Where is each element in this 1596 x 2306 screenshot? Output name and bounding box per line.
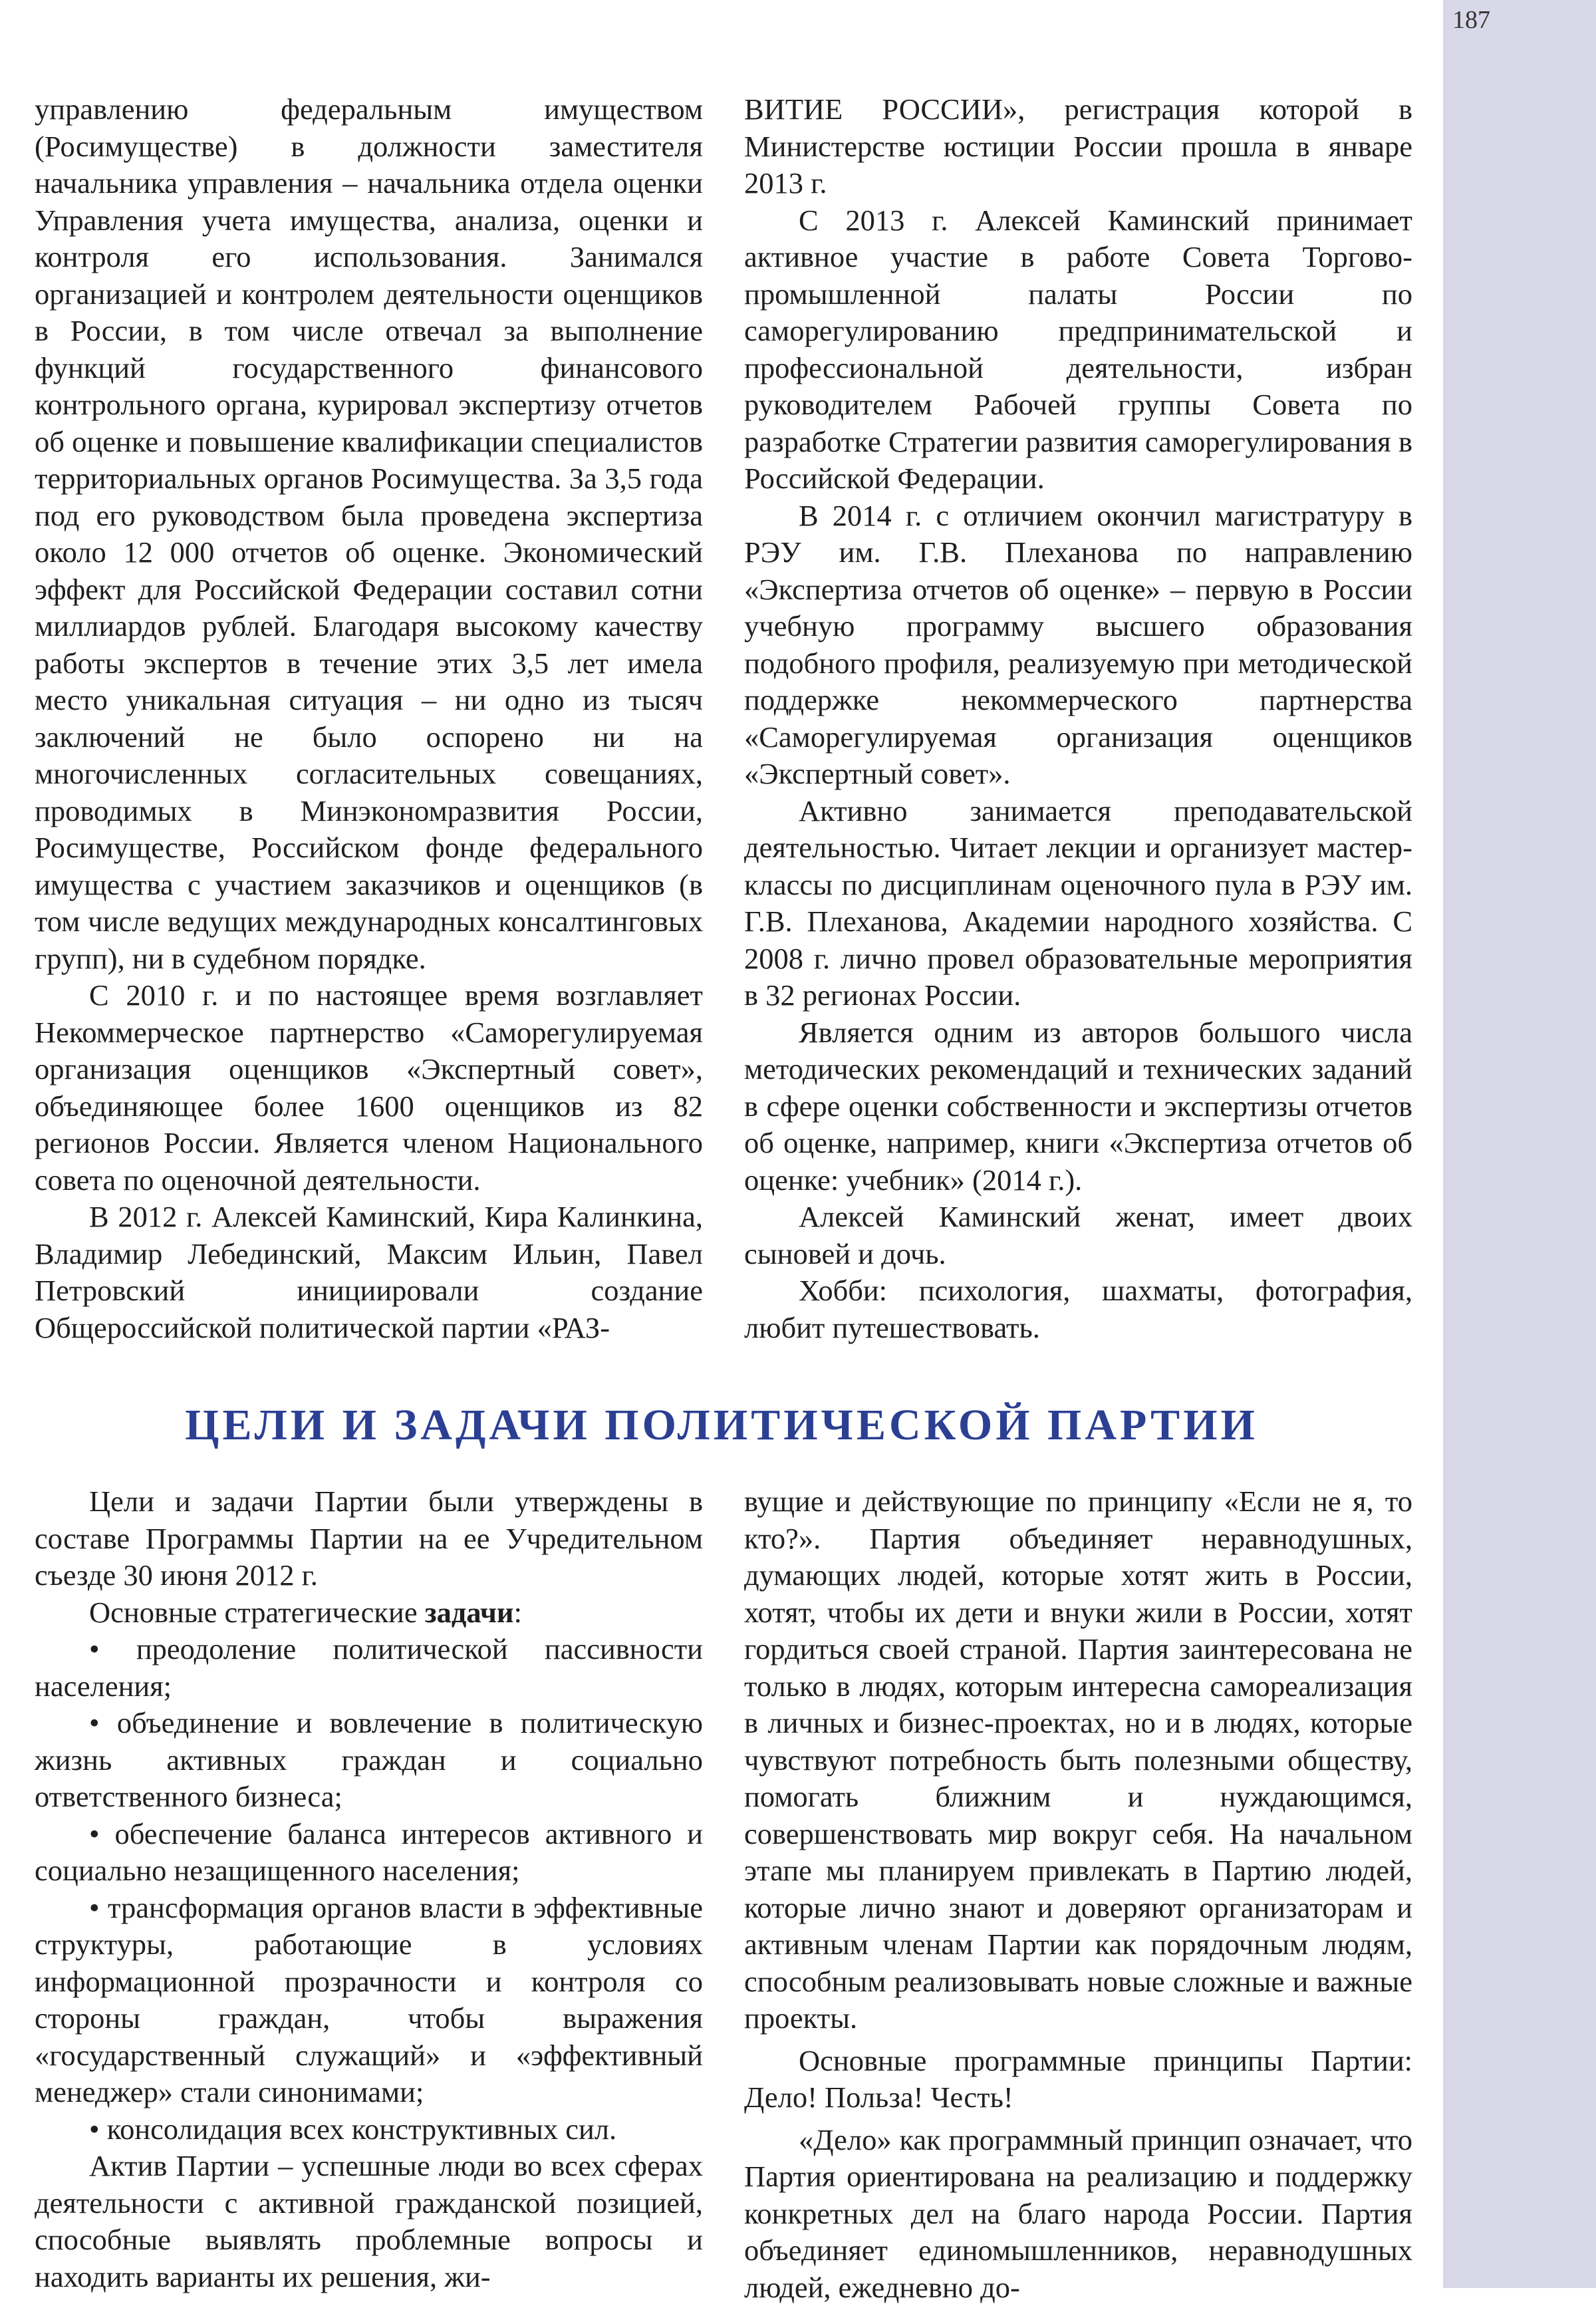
paragraph: Цели и задачи Партии были утверждены в составе Программы Партии на ее Учредительном съезде 30 июня 2012 г. xyxy=(35,1483,703,1594)
bullet-item: • консолидация всех конструктивных сил. xyxy=(35,2111,703,2148)
bullet-item: • преодоление политической пассивности населения; xyxy=(35,1631,703,1705)
tasks-lead-text: Основные стратегические xyxy=(89,1596,425,1629)
paragraph: С 2010 г. и по настоящее время возглавляет Некоммерческое партнерство «Саморегулируемая организация оценщиков «Экспертный совет», объединяющее более 1600 оценщиков из 82 регионов России. Является членом Национального совета по оценочной деятельности. xyxy=(35,977,703,1199)
paragraph: Является одним из авторов большого числа методических рекомендаций и технических заданий в сфере оценки собственности и экспертизы отчетов об оценке, например, книги «Экспертиза отчетов об оценке: учебник» (2014 г.). xyxy=(744,1014,1412,1199)
paragraph: Основные программные принципы Партии: Дело! Польза! Честь! xyxy=(744,2043,1412,2116)
page-number: 187 xyxy=(1452,5,1490,35)
paragraph: Хобби: психология, шахматы, фотография, любит путешествовать. xyxy=(744,1272,1412,1346)
paragraph: Актив Партии – успешные люди во всех сферах деятельности с активной гражданской позицией, способные выявлять проблемные вопросы и находить варианты их решения, жи- xyxy=(35,2148,703,2295)
paragraph: Алексей Каминский женат, имеет двоих сыновей и дочь. xyxy=(744,1199,1412,1272)
paragraph: Активно занимается преподавательской деятельностью. Читает лекции и организует мастер-классы по дисциплинам оценочного пула в РЭУ им. Г.В. Плеханова, Академии народного хозяйства. С 2008 г. лично провел образовательные мероприятия в 32 регионах России. xyxy=(744,793,1412,1014)
bullet-item: • обеспечение баланса интересов активного и социально незащищенного населения; xyxy=(35,1816,703,1890)
tasks-colon: : xyxy=(514,1596,522,1629)
paragraph: ВИТИЕ РОССИИ», регистрация которой в Министерстве юстиции России прошла в январе 2013 г. xyxy=(744,91,1412,202)
paragraph: С 2013 г. Алексей Каминский принимает активное участие в работе Совета Торгово-промышленной палаты России по саморегулированию предпринимательской и профессиональной деятельности, избран руководителем Рабочей группы Совета по разработке Стратегии развития саморегулирования в Российской Федерации. xyxy=(744,202,1412,498)
tasks-lead xyxy=(35,1594,703,1632)
bullet-item: • трансформация органов власти в эффективные структуры, работающие в условиях информационной прозрачности и контроля со стороны граждан, чтобы выражения «государственный служащий» и «эффективный менеджер» стали синонимами; xyxy=(35,1890,703,2111)
paragraph: вущие и действующие по принципу «Если не я, то кто?». Партия объединяет неравнодушных, думающих людей, которые хотят жить в России, хотят, чтобы их дети и внуки жили в России, хотят гордиться своей страной. Партия заинтересована не только в людях, которым интересна самореализация в личных и бизнес-проектах, но и в людях, которые чувствуют потребность быть полезными обществу, помогать ближним и нуждающимся, совершенствовать мир вокруг себя. На начальном этапе мы планируем привлекать в Партию людей, которые лично знают и доверяют организаторам и активным членам Партии как порядочным людям, способным реализовывать новые сложные и важные проекты. xyxy=(744,1483,1412,2037)
page-side-band xyxy=(1443,0,1596,2288)
paragraph: В 2014 г. с отличием окончил магистратуру в РЭУ им. Г.В. Плеханова по направлению «Экспертиза отчетов об оценке» – первую в России учебную программу высшего образования подобного профиля, реализуемую при методической поддержке некоммерческого партнерства «Саморегулируемая организация оценщиков «Экспертный совет». xyxy=(744,498,1412,793)
section-heading: ЦЕЛИ И ЗАДАЧИ ПОЛИТИЧЕСКОЙ ПАРТИИ xyxy=(0,1400,1443,1451)
bottom-right-column xyxy=(744,1483,1412,2306)
paragraph: В 2012 г. Алексей Каминский, Кира Калинкина, Владимир Лебединский, Максим Ильин, Павел Петровский инициировали создание Общероссийской политической партии «РАЗ- xyxy=(35,1199,703,1346)
paragraph: управлению федеральным имуществом (Росимуществе) в должности заместителя начальника управления – начальника отдела оценки Управления учета имущества, анализа, оценки и контроля его использования. Занимался организацией и контролем деятельности оценщиков в России, в том числе отвечал за выполнение функций государственного финансового контрольного органа, курировал экспертизу отчетов об оценке и повышение квалификации специалистов территориальных органов Росимущества. За 3,5 года под его руководством была проведена экспертиза около 12 000 отчетов об оценке. Экономический эффект для Российской Федерации составил сотни миллиардов рублей. Благодаря высокому качеству работы экспертов в течение этих 3,5 лет имела место уникальная ситуация – ни одно из тысяч заключений не было оспорено ни на многочисленных согласительных совещаниях, проводимых в Минэкономразвития России, Росимуществе, Российском фонде федерального имущества с участием заказчиков и оценщиков (в том числе ведущих международных консалтинговых групп), ни в судебном порядке. xyxy=(35,91,703,977)
bullet-item: • объединение и вовлечение в политическую жизнь активных граждан и социально ответственного бизнеса; xyxy=(35,1705,703,1816)
top-right-column xyxy=(744,91,1412,1346)
paragraph: «Дело» как программный принцип означает, что Партия ориентирована на реализацию и поддержку конкретных дел на благо народа России. Партия объединяет единомышленников, неравнодушных людей, ежедневно до- xyxy=(744,2122,1412,2306)
top-left-column xyxy=(35,91,703,1346)
bottom-left-column xyxy=(35,1483,703,2295)
tasks-bold-word: задачи xyxy=(425,1596,514,1629)
